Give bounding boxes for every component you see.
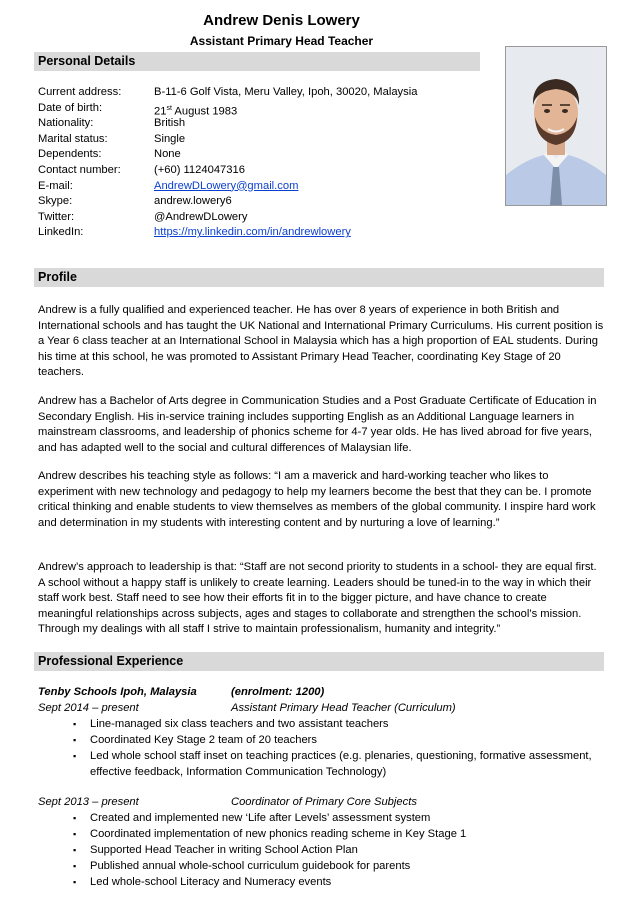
candidate-name: Andrew Denis Lowery	[203, 12, 360, 29]
personal-detail-row	[38, 85, 498, 101]
list-item: ▪ Line-managed six class teachers and two assistant teachers	[73, 717, 593, 733]
section-professional-experience: Professional Experience	[34, 652, 604, 671]
profile-paragraph: Andrew describes his teaching style as follows: “I am a maverick and hard-working teacher who likes to experiment with new technology and pedagogy to help my learners become the best that they can be. I promote critical thinking and enable students to view themselves as members of the global community. I inspire hard work and determination in my students with interesting content and by nurturing a love of learning.”	[38, 470, 596, 529]
personal-detail-label: LinkedIn:	[38, 226, 84, 239]
personal-detail-label: Current address:	[38, 86, 122, 98]
section-profile: Profile	[34, 268, 604, 287]
personal-detail-label: Marital status:	[38, 132, 108, 145]
personal-detail-row	[38, 132, 498, 148]
employer-enrolment: (enrolment: 1200)	[231, 686, 325, 698]
personal-detail-label: Twitter:	[38, 210, 75, 223]
bullet-icon: ▪	[73, 719, 77, 729]
personal-detail-value: None	[154, 148, 181, 161]
personal-detail-value: andrew.lowery6	[154, 195, 232, 208]
list-item: ▪ Published annual whole-school curriculum guidebook for parents	[73, 859, 593, 875]
role-dates: Sept 2013 – present	[38, 796, 139, 808]
personal-detail-row	[38, 225, 498, 241]
linkedin-link[interactable]: https://my.linkedin.com/in/andrewlowery	[154, 226, 351, 239]
personal-detail-row	[38, 101, 498, 117]
role-dates: Sept 2014 – present	[38, 702, 139, 714]
email-link[interactable]: AndrewDLowery@gmail.com	[154, 179, 299, 192]
personal-detail-row	[38, 210, 498, 226]
portrait-image	[506, 47, 606, 205]
personal-detail-label: Nationality:	[38, 117, 94, 130]
bullet-icon: ▪	[73, 813, 77, 823]
bullet-icon: ▪	[73, 845, 77, 855]
personal-detail-value: British	[154, 117, 186, 130]
list-item: ▪ Created and implemented new ‘Life after Levels’ assessment system	[73, 811, 593, 827]
bullet-icon: ▪	[73, 751, 77, 761]
list-item: ▪ Led whole school staff inset on teaching practices (e.g. plenaries, questioning, formative assessment, effective feedback, Information Communication Technology)	[73, 750, 592, 778]
profile-paragraph: Andrew’s approach to leadership is that: “Staff are not second priority to students in a school- they are equal first. A school without a happy staff is unlikely to create learning. Leaders should be tuned-in to the way in which their staff work best. Staff need to see how their efforts fit in to the bigger picture, and have chance to create meaningful relationships across subjects, ages and stages to collaborate and strengthen the school’s mission. Through my dealings with all staff I strive to maintain professionalism, humanity and integrity.”	[38, 561, 597, 636]
bullet-icon: ▪	[73, 735, 77, 745]
personal-detail-row	[38, 163, 498, 179]
bullet-icon: ▪	[73, 877, 77, 887]
personal-detail-label: Skype:	[38, 195, 73, 208]
profile-photo	[505, 46, 607, 206]
list-item: ▪ Coordinated implementation of new phonics reading scheme in Key Stage 1	[73, 827, 593, 843]
personal-detail-label: Date of birth:	[38, 101, 103, 114]
bullet-icon: ▪	[73, 829, 77, 839]
list-item: ▪ Supported Head Teacher in writing School Action Plan	[73, 843, 593, 859]
personal-detail-value: @AndrewDLowery	[154, 210, 248, 223]
bullet-icon: ▪	[73, 861, 77, 871]
personal-detail-value: 21st August 1983	[154, 104, 238, 118]
employer-name: Tenby Schools Ipoh, Malaysia	[38, 686, 197, 698]
role-title: Coordinator of Primary Core Subjects	[231, 796, 417, 808]
personal-detail-row	[38, 194, 498, 210]
personal-detail-value: B-11-6 Golf Vista, Meru Valley, Ipoh, 30020, Malaysia	[154, 86, 418, 98]
list-item: ▪ Led whole-school Literacy and Numeracy events	[73, 875, 593, 891]
personal-detail-label: E-mail:	[38, 179, 73, 192]
personal-detail-label: Contact number:	[38, 164, 121, 176]
profile-paragraph: Andrew is a fully qualified and experienced teacher. He has over 8 years of experience in both British and International schools and has taught the UK National and International Primary Curriculums. His current position is a Year 6 class teacher at an International School in Malaysia which has a high proportion of EAL students. During his time at this school, he was promoted to Assistant Primary Head Teacher, coordinating Key Stage of 20 teachers.	[38, 304, 604, 379]
profile-paragraph: Andrew has a Bachelor of Arts degree in Communication Studies and a Post Graduate Certificate of Education in Secondary English. His in-service training includes supporting English as an Additional Language learners in mainstream classrooms, and leadership of phonics scheme for 4-7 year olds. He has lived abroad for five years, and has adapted well to the social and cultural differences of Malaysian life.	[38, 395, 597, 454]
personal-detail-value: (+60) 1124047316	[154, 164, 245, 176]
personal-detail-row	[38, 179, 498, 195]
personal-detail-value: Single	[154, 132, 186, 145]
role-title: Assistant Primary Head Teacher (Curriculum)	[231, 702, 456, 714]
section-personal-details: Personal Details	[34, 52, 480, 71]
personal-detail-row	[38, 147, 498, 163]
list-item: ▪ Coordinated Key Stage 2 team of 20 teachers	[73, 733, 593, 749]
personal-detail-row	[38, 116, 498, 132]
personal-detail-label: Dependents:	[38, 148, 102, 161]
candidate-role: Assistant Primary Head Teacher	[189, 34, 374, 48]
